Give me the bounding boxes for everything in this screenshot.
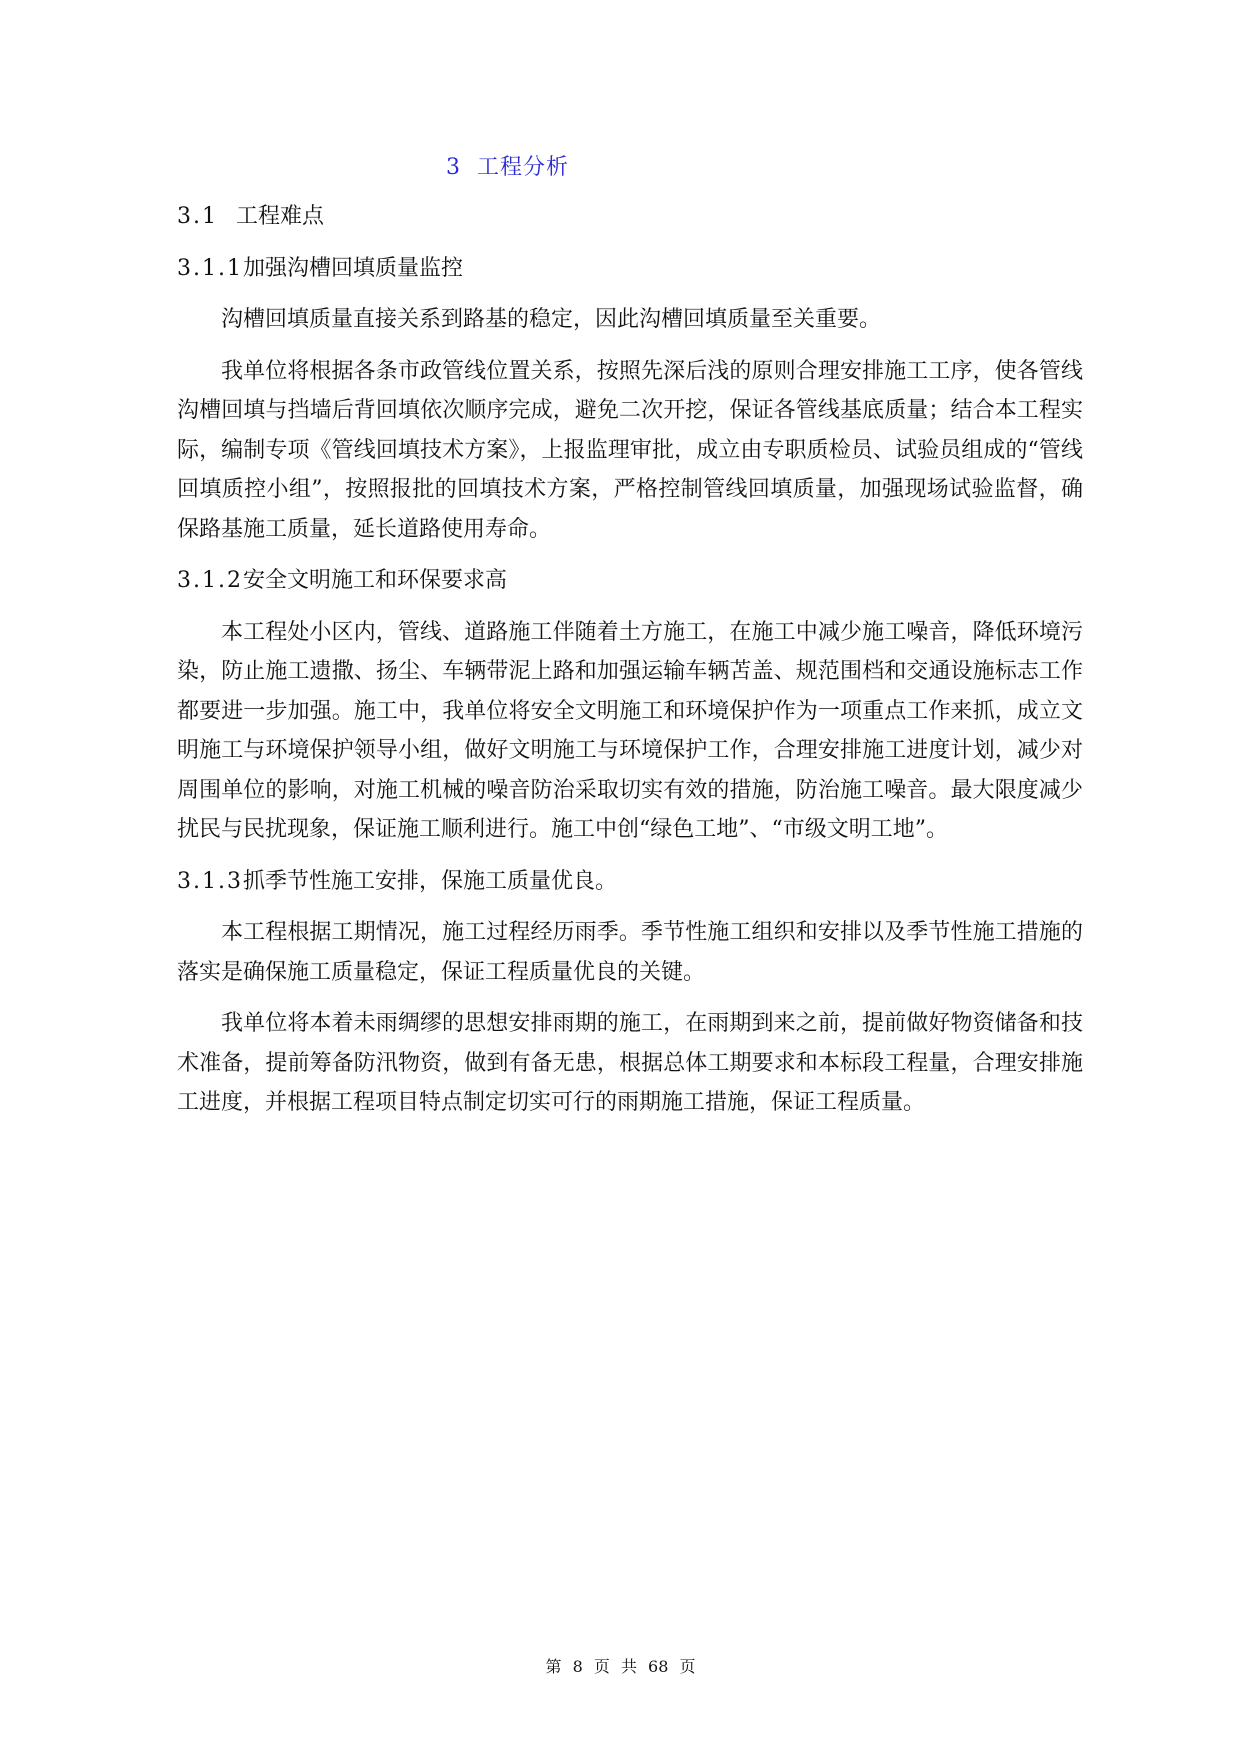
section-heading-3-1-1	[177, 249, 1083, 289]
chapter-number: 3	[446, 155, 461, 180]
paragraph: 沟槽回填质量直接关系到路基的稳定，因此沟槽回填质量至关重要。	[221, 307, 882, 332]
paragraph: 本工程处小区内，管线、道路施工伴随着土方施工，在施工中减少施工噪音，降低环境污染，防止施工遗撒、扬尘、车辆带泥上路和加强运输车辆苫盖、规范围档和交通设施标志工作都要进一步加强。施工中，我单位将安全文明施工和环境保护作为一项重点工作来抓，成立文明施工与环境保护领导小组，做好文明施工与环境保护工作，合理安排施工进度计划，减少对周围单位的影响，对施工机械的噪音防治采取切实有效的措施，防治施工噪音。最大限度减少扰民与民扰现象，保证施工顺利进行。施工中创“绿色工地”、“市级文明工地”。	[177, 619, 1083, 842]
section-heading-3-1-2	[177, 561, 1083, 601]
section-title: 安全文明施工和环保要求高	[242, 568, 507, 593]
paragraph: 我单位将根据各条市政管线位置关系，按照先深后浅的原则合理安排施工工序，使各管线沟槽回填与挡墙后背回填依次顺序完成，避免二次开挖，保证各管线基底质量；结合本工程实际，编制专项《管线回填技术方案》，上报监理审批，成立由专职质检员、试验员组成的“管线回填质控小组”，按照报批的回填技术方案，严格控制管线回填质量，加强现场试验监督，确保路基施工质量，延长道路使用寿命。	[177, 358, 1083, 542]
section-number: 3.1	[177, 204, 218, 229]
paragraph: 我单位将本着未雨绸缪的思想安排雨期的施工，在雨期到来之前，提前做好物资储备和技术准备，提前筹备防汛物资，做到有备无患，根据总体工期要求和本标段工程量，合理安排施工进度，并根据工程项目特点制定切实可行的雨期施工措施，保证工程质量。	[177, 1011, 1083, 1115]
document-body	[177, 197, 1083, 1135]
paragraph: 本工程根据工期情况，施工过程经历雨季。季节性施工组织和安排以及季节性施工措施的落实是确保施工质量稳定，保证工程质量优良的关键。	[177, 920, 1083, 985]
section-number: 3.1.3	[177, 868, 243, 894]
page-footer: 第 8 页 共 68 页	[545, 1657, 696, 1676]
section-heading-3-1-3	[177, 862, 1083, 902]
section-title: 工程难点	[236, 204, 325, 229]
section-title: 加强沟槽回填质量监控	[242, 255, 463, 281]
section-number: 3.1.2	[177, 568, 243, 593]
section-number: 3.1.1	[177, 255, 243, 281]
chapter-title	[446, 150, 569, 181]
chapter-title-text: 工程分析	[477, 155, 570, 180]
section-title: 抓季节性施工安排，保施工质量优良。	[242, 868, 617, 894]
section-heading-3-1	[177, 197, 1083, 237]
